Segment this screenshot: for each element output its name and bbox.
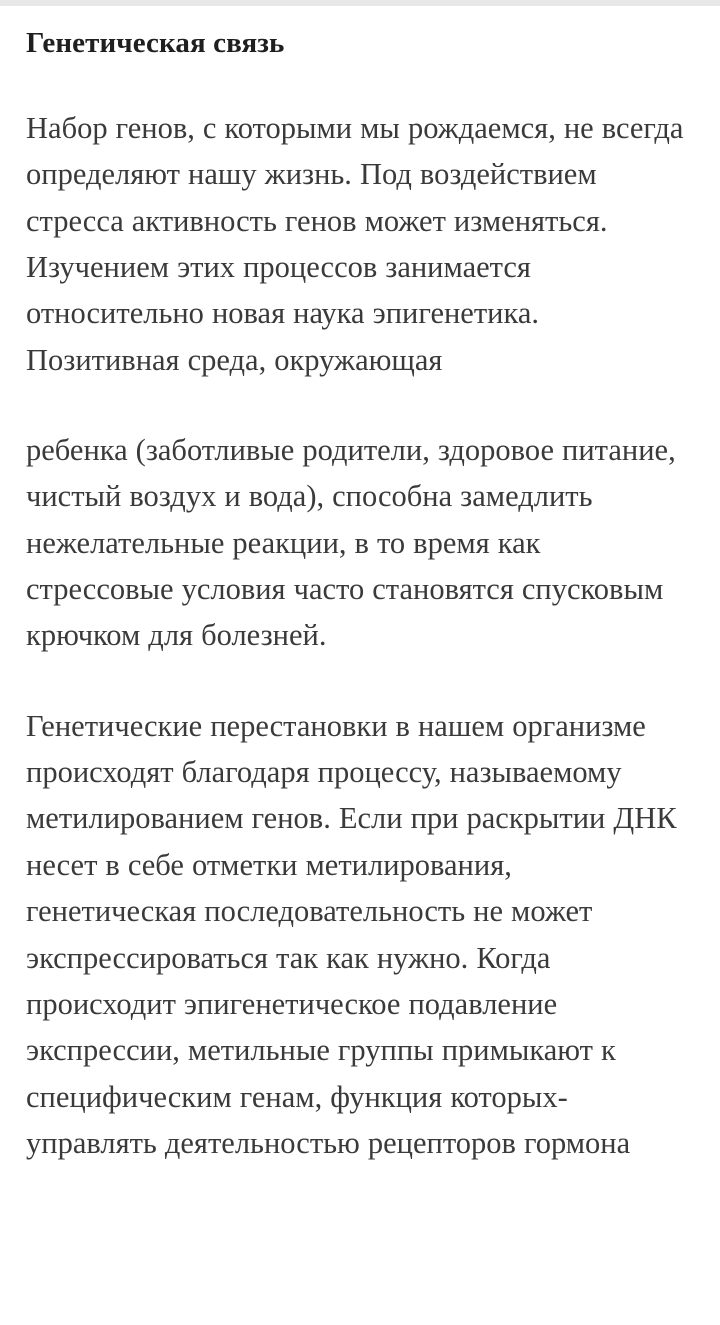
article-paragraph-1: Набор генов, с которыми мы рождаемся, не всегда определяют нашу жизнь. Под воздействием стресса активность генов может изменяться. Изучением этих процессов занимается относительно новая наука эпигенетика. Позитивная среда, окружающая	[26, 110, 684, 377]
top-divider	[0, 0, 720, 6]
article-paragraph-3: Генетические перестановки в нашем организме происходят благодаря процессу, называемому метилированием генов. Если при раскрытии ДНК несет в себе отметки метилирования, генетическая последовательность не может экспрессироваться так как нужно. Когда происходит эпигенетическое подавление экспрессии, метильные группы примыкают к специфическим генам, функция которых- управлять деятельностью рецепторов гормона	[26, 708, 677, 1160]
page-title: Генетическая связь	[26, 27, 285, 59]
article-paragraph-2: ребенка (заботливые родители, здоровое питание, чистый воздух и вода), способна замедлить нежелательные реакции, в то время как стрессовые условия часто становятся спусковым крючком для болезней.	[26, 432, 676, 653]
